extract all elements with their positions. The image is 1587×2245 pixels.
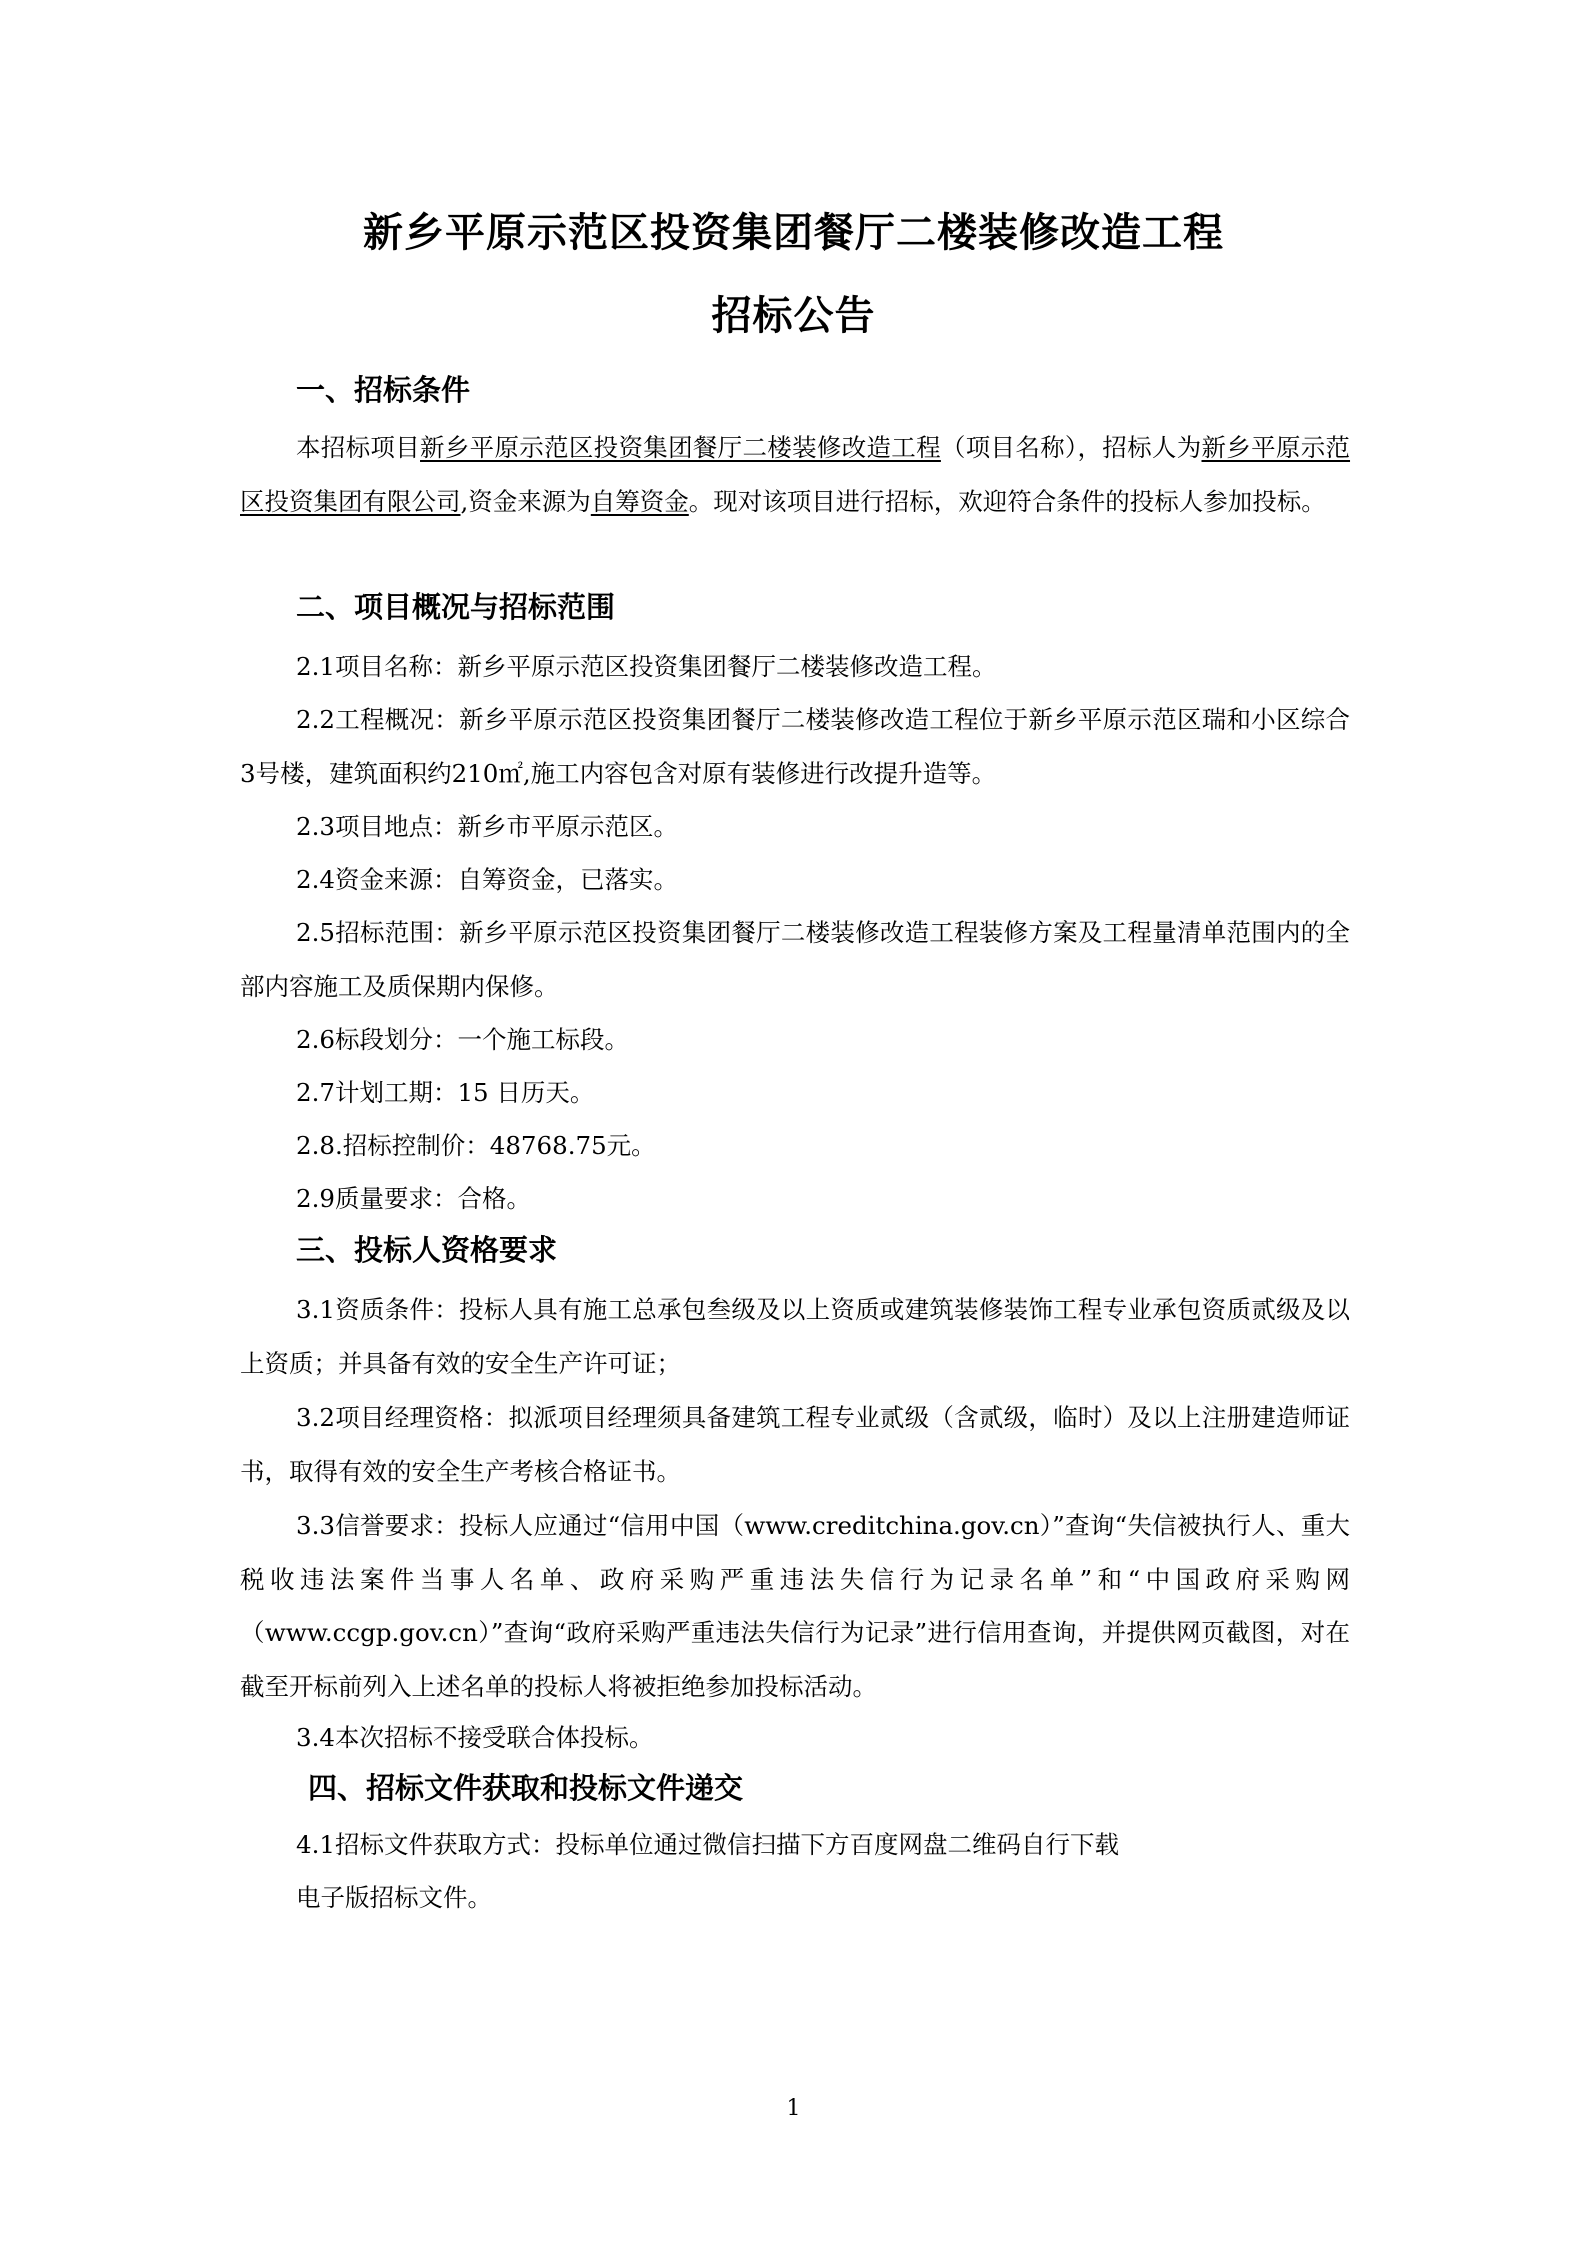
section4-heading: 四、招标文件获取和投标文件递交 <box>308 1771 744 1805</box>
section3-item-1: 3.1资质条件：投标人具有施工总承包叁级及以上资质或建筑装修装饰工程专业承包资质贰级及以上资质；并具备有效的安全生产许可证； <box>240 1295 1350 1378</box>
section2-item-6: 2.6标段划分：一个施工标段。 <box>296 1025 629 1054</box>
section2-heading: 二、项目概况与招标范围 <box>296 590 616 624</box>
section2-item-2: 2.2工程概况：新乡平原示范区投资集团餐厅二楼装修改造工程位于新乡平原示范区瑞和小区综合3号楼，建筑面积约210㎡,施工内容包含对原有装修进行改提升造等。 <box>240 705 1350 788</box>
section2-item-5: 2.5招标范围：新乡平原示范区投资集团餐厅二楼装修改造工程装修方案及工程量清单范围内的全部内容施工及质保期内保修。 <box>240 918 1350 1001</box>
p1-pre: 本招标项目 <box>296 433 421 462</box>
section1-heading: 一、招标条件 <box>296 373 471 407</box>
p1-project-name: 新乡平原示范区投资集团餐厅二楼装修改造工程 <box>420 433 941 462</box>
document-title: 新乡平原示范区投资集团餐厅二楼装修改造工程 <box>363 210 1224 256</box>
section3-item-3: 3.3信誉要求：投标人应通过“信用中国（www.creditchina.gov.cn）”查询“失信被执行人、重大税收违法案件当事人名单、政府采购严重违法失信行为记录名单”和“中国政府采购网（www.ccgp.gov.cn）”查询“政府采购严重违法失信行为记录”进行信用查询，并提供网页截图，对在截至开标前列入上述名单的投标人将被拒绝参加投标活动。 <box>240 1511 1350 1701</box>
p1-tenderer: 新乡平原示范区投资集团有限公司 <box>240 433 1351 516</box>
p1-mid1: （项目名称），招标人为 <box>940 433 1202 462</box>
p1-fund-source: 自筹资金 <box>590 486 689 516</box>
section4-line-2: 电子版招标文件。 <box>296 1883 492 1912</box>
p1-post: 。现对该项目进行招标，欢迎符合条件的投标人参加投标。 <box>688 486 1326 516</box>
section3-heading: 三、投标人资格要求 <box>296 1233 558 1267</box>
section2-item-7: 2.7计划工期：15 日历天。 <box>296 1078 595 1107</box>
section2-item-9: 2.9质量要求：合格。 <box>296 1184 531 1213</box>
section2-item-4: 2.4资金来源：自筹资金，已落实。 <box>296 865 678 894</box>
page-number: 1 <box>786 2096 801 2121</box>
section2-item-1: 2.1项目名称：新乡平原示范区投资集团餐厅二楼装修改造工程。 <box>296 652 997 681</box>
section3-item-2: 3.2项目经理资格：拟派项目经理须具备建筑工程专业贰级（含贰级，临时）及以上注册建造师证书，取得有效的安全生产考核合格证书。 <box>240 1403 1350 1486</box>
section3-item-4: 3.4本次招标不接受联合体投标。 <box>296 1723 654 1752</box>
section2-item-8: 2.8.招标控制价：48768.75元。 <box>296 1131 656 1160</box>
p1-mid2: ,资金来源为 <box>460 486 591 516</box>
section2-item-3: 2.3项目地点：新乡市平原示范区。 <box>296 812 678 841</box>
section1-paragraph <box>240 421 1350 528</box>
document-subtitle: 招标公告 <box>711 293 876 339</box>
section4-line-1: 4.1招标文件获取方式：投标单位通过微信扫描下方百度网盘二维码自行下载 <box>296 1830 1119 1859</box>
